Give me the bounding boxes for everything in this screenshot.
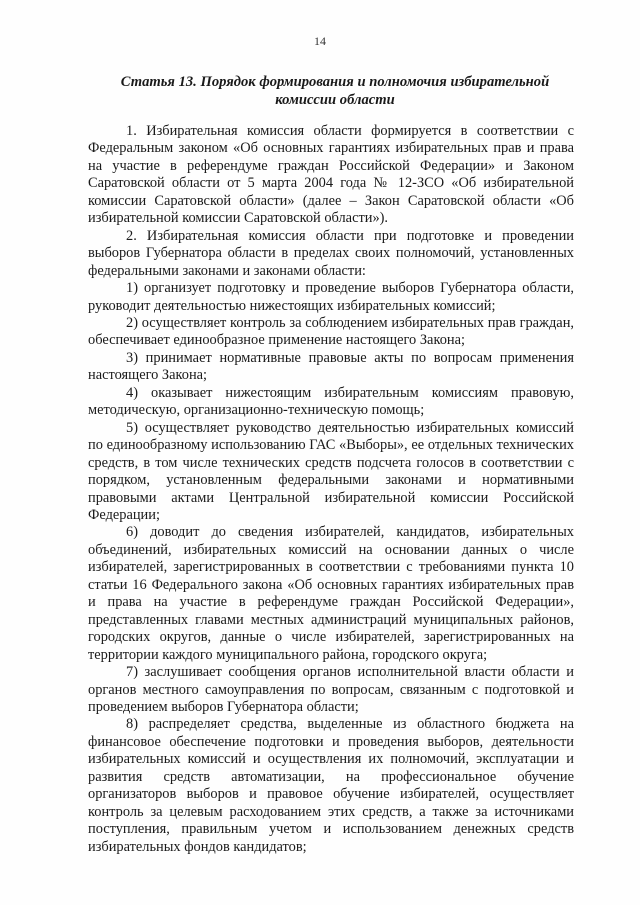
article-body <box>88 123 574 856</box>
list-item-4: 4) оказывает нижестоящим избирательным комиссиям правовую, методическую, организационно-техническую помощь; <box>88 384 574 419</box>
paragraph-1: 1. Избирательная комиссия области формируется в соответствии с Федеральным законом «Об основных гарантиях избирательных прав и права на участие в референдуме граждан Российской Федерации» и Законом Саратовской области от 5 марта 2004 года № 12-ЗСО «Об избирательной комиссии Саратовской области» (далее – Закон Саратовской области «Об избирательной комиссии Саратовской области»). <box>88 123 574 227</box>
list-item-6: 6) доводит до сведения избирателей, кандидатов, избирательных объединений, избирательных комиссий на основании данных о числе избирателей, зарегистрированных в соответствии с требованиями пункта 10 статьи 16 Федерального закона «Об основных гарантиях избирательных прав и права на участие в референдуме граждан Российской Федерации», представленных главами местных администраций муниципальных районов, городских округов, данные о числе избирателей, зарегистрированных на территории каждого муниципального района, городского округа; <box>88 524 574 663</box>
list-item-1: 1) организует подготовку и проведение выборов Губернатора области, руководит деятельностью нижестоящих избирательных комиссий; <box>88 280 574 314</box>
list-item-2: 2) осуществляет контроль за соблюдением избирательных прав граждан, обеспечивает единообразное применение настоящего Закона; <box>88 314 574 349</box>
page-number: 14 <box>314 34 326 48</box>
list-item-8: 8) распределяет средства, выделенные из областного бюджета на финансовое обеспечение подготовки и проведения выборов, деятельности избирательных комиссий и осуществления их полномочий, эксплуатации и развития средств автоматизации, на профессиональное обучение организаторов выборов и правовое обучение избирателей, осуществляет контроль за целевым расходованием этих средств, а также за источниками поступления, правильным учетом и использованием денежных средств избирательных фондов кандидатов; <box>88 716 574 855</box>
paragraph-2: 2. Избирательная комиссия области при подготовке и проведении выборов Губернатора области в пределах своих полномочий, установленных федеральными законами и законами области: <box>88 227 574 279</box>
list-item-3: 3) принимает нормативные правовые акты по вопросам применения настоящего Закона; <box>88 349 574 384</box>
list-item-7: 7) заслушивает сообщения органов исполнительной власти области и органов местного самоуправления по вопросам, связанным с подготовкой и проведением выборов Губернатора области; <box>88 664 574 715</box>
list-item-5: 5) осуществляет руководство деятельностью избирательных комиссий по единообразному использованию ГАС «Выборы», ее отдельных технических средств, в том числе технических средств подсчета голосов в соответствии с порядком, установленным федеральными законами и нормативными правовыми актами Центральной избирательной комиссии Российской Федерации; <box>88 419 574 523</box>
article-title: Статья 13. Порядок формирования и полномочия избирательной комиссии области <box>120 74 550 108</box>
